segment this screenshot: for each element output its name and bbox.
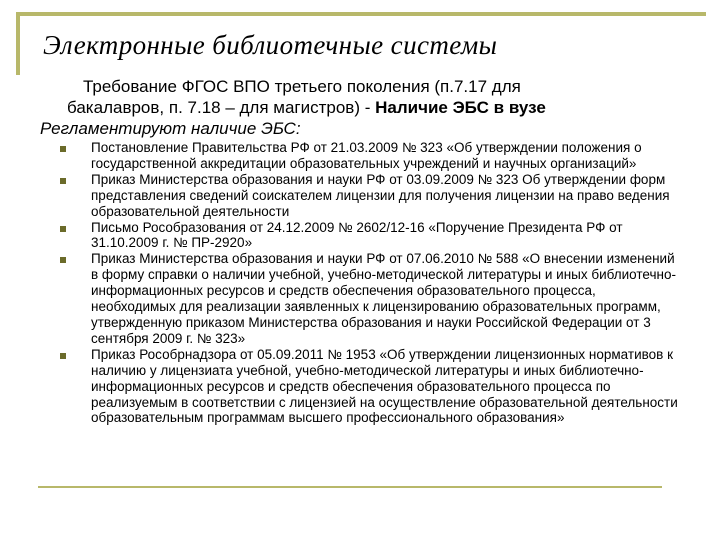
square-bullet-icon [60, 257, 66, 263]
frame-top-line [16, 12, 706, 16]
list-item [60, 347, 680, 427]
list-item-text: Приказ Министерства образования и науки РФ от 07.06.2010 № 588 «О внесении изменений в форму справки о наличии учебной, учебно-методической литературы и иных библиотечно-информационных ресурсов и средств обеспечения образовательного процесса, необходимых для реализации заявленных к лицензированию образовательных программ, утвержденную приказом Министерства образования и науки Российской Федерации от 3 сентября 2009 г. № 323» [91, 251, 676, 346]
regulation-list [60, 140, 680, 426]
regulation-heading: Регламентируют наличие ЭБС: [40, 119, 301, 138]
frame-left-line [16, 12, 20, 75]
square-bullet-icon [60, 353, 66, 359]
list-item [60, 251, 680, 346]
list-item-text: Приказ Министерства образования и науки РФ от 03.09.2009 № 323 Об утверждении форм представления сведений соискателем лицензии для получения лицензии на право ведения образовательной деятельности [91, 171, 670, 219]
list-item [60, 172, 680, 220]
slide-title: Электронные библиотечные системы [43, 30, 498, 60]
intro-highlight: Наличие ЭБС в вузе [375, 98, 546, 117]
intro-line-2 [40, 97, 680, 118]
intro-paragraph [40, 76, 680, 118]
intro-line-1: Требование ФГОС ВПО третьего поколения (п.7.17 для [83, 77, 521, 96]
square-bullet-icon [60, 178, 66, 184]
square-bullet-icon [60, 146, 66, 152]
frame-bottom-line [38, 486, 662, 488]
intro-line-2-text: бакалавров, п. 7.18 – для магистров) - [67, 98, 376, 117]
list-item [60, 220, 680, 252]
list-item-text: Приказ Рособрнадзора от 05.09.2011 № 1953 «Об утверждении лицензионных нормативов к наличию у лицензиата учебной, учебно-методической литературы и иных библиотечно-информационных ресурсов и средств обеспечения образовательного процесса по реализуемым в соответствии с лицензией на осуществление образовательной деятельности образовательным программам высшего профессионального образования» [91, 346, 678, 426]
square-bullet-icon [60, 226, 66, 232]
list-item [60, 140, 680, 172]
list-item-text: Постановление Правительства РФ от 21.03.2009 № 323 «Об утверждении положения о государственной аккредитации образовательных учреждений и научных организаций» [91, 140, 642, 171]
list-item-text: Письмо Рособразования от 24.12.2009 № 2602/12-16 «Поручение Президента РФ от 31.10.2009 г. № ПР-2920» [91, 219, 623, 251]
